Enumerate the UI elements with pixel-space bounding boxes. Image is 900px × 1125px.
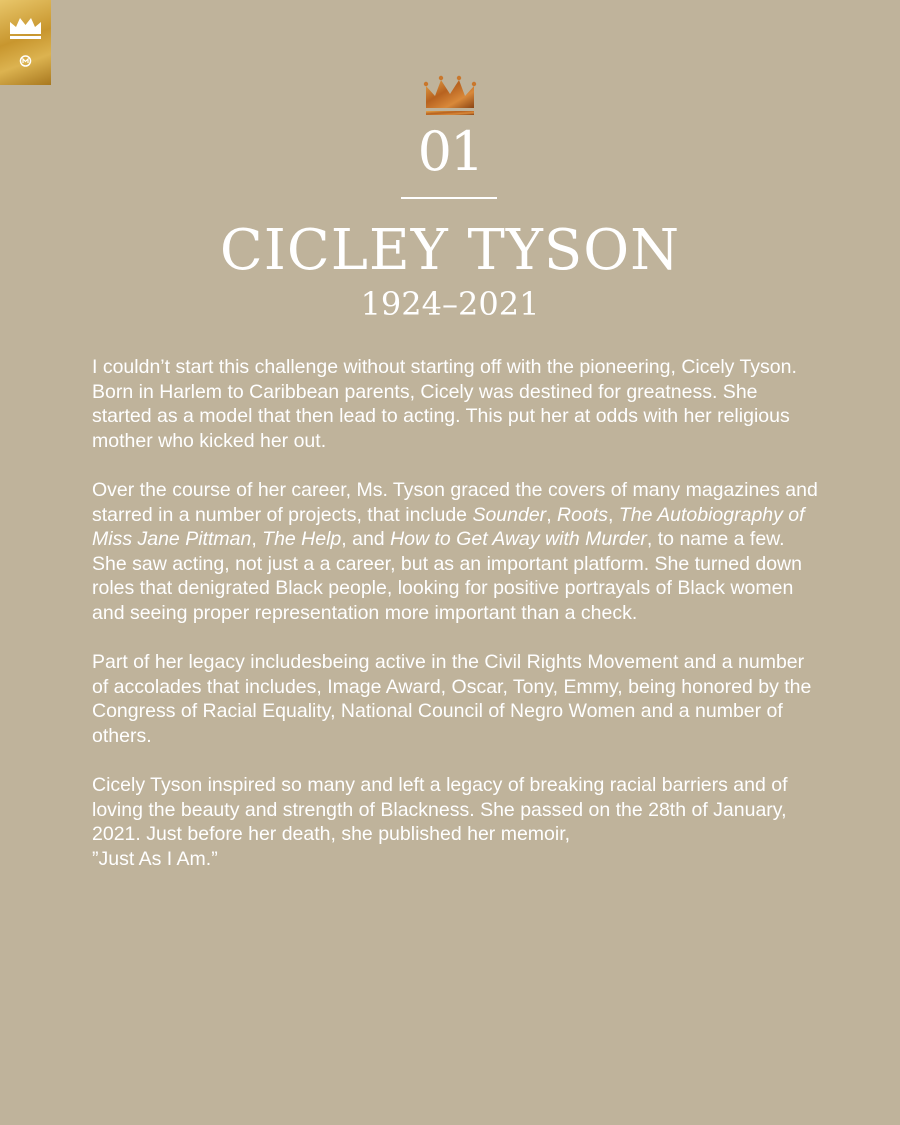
work-title: The Help [262,528,342,551]
work-title: Roots [557,503,608,526]
paragraph-3: Part of her legacy includesbeing active in the Civil Rights Movement and a number of accolades that includes, Image Award, Oscar, Tony, Emmy, being honored by the Congress of Racial Equality, National Council of Negro Women and a number of others. [92,651,812,747]
life-years: 1924–2021 [360,285,540,323]
crown-icon [422,74,478,118]
crown-logo-icon [0,0,51,85]
memoir-title: ”Just As I Am.” [92,847,218,870]
divider [401,197,497,199]
page-title: CICLEY TYSON [219,218,681,283]
separator: , and [341,528,391,551]
paragraph-4 [92,773,822,871]
biography-text [92,355,822,896]
separator: , [251,528,263,551]
paragraph-2-rest: , to name a few. She saw acting, not just a a career, but as an important platform. She turned down roles that denigrated Black people, looking for positive portrayals of Black women and seeing proper representation more important than a check. [92,528,802,624]
paragraph-4-text: Cicely Tyson inspired so many and left a legacy of breaking racial barriers and of loving the beauty and strength of Blackness. She passed on the 28th of January, 2021. Just before her death, she published her memoir, [92,774,788,846]
brand-badge[interactable] [0,0,51,85]
paragraph-2 [92,478,822,626]
work-title: The Autobiography of Miss Jane Pittman [92,503,805,551]
paragraph-1: I couldn’t start this challenge without starting off with the pioneering, Cicely Tyson. Born in Harlem to Caribbean parents, Cicely was destined for greatness. She started as a model that then lead to acting. This put her at odds with her religious mother who kicked her out. [92,356,797,452]
work-title: How to Get Away with Murder [390,528,647,551]
separator: , [546,503,558,526]
separator: , [607,503,619,526]
work-title: Sounder [472,503,547,526]
challenge-number: 01 [417,120,483,183]
paragraph-2-intro: Over the course of her career, Ms. Tyson graced the covers of many magazines and starred in a number of projects, that include [92,478,818,526]
